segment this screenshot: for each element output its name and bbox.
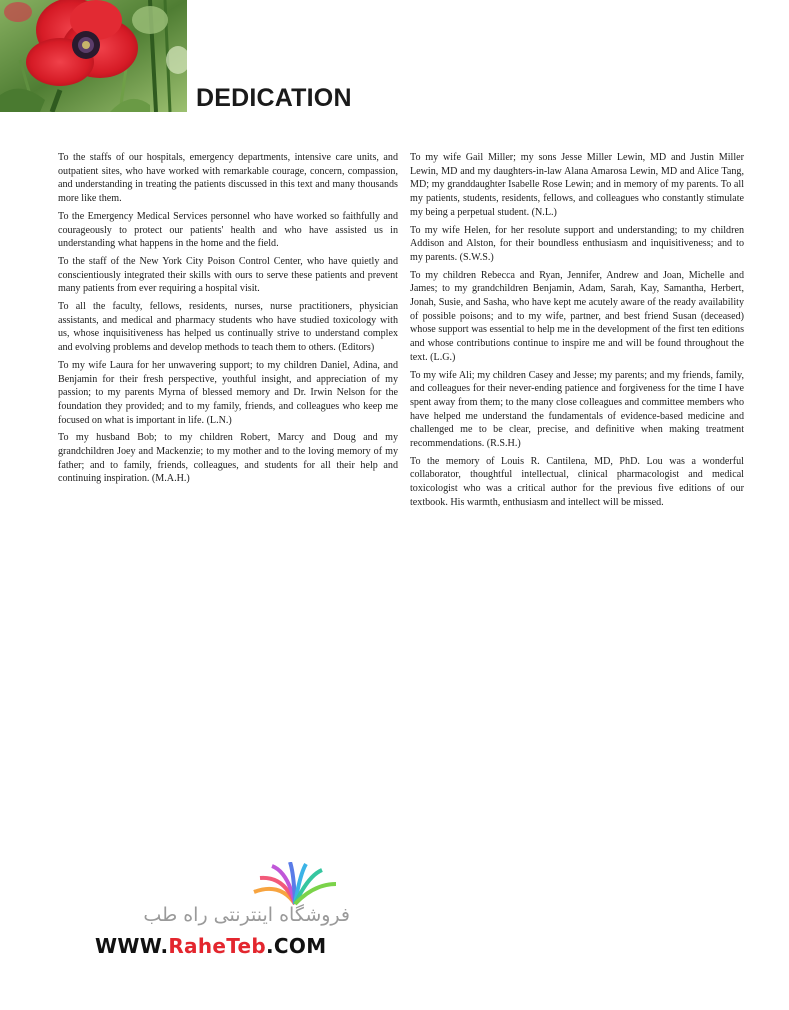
dedication-column-right bbox=[410, 151, 744, 514]
dedication-paragraph: To all the faculty, fellows, residents, nurses, nurse practitioners, physician assistants, and medical and pharmacy students who have studied toxicology with us, whose inquisitiveness has helped us continually strive to understand complex and evolving problems and develop methods to teach them to others. (Editors) bbox=[58, 301, 398, 354]
dedication-paragraph: To the staffs of our hospitals, emergency departments, intensive care units, and outpatient sites, who have worked with remarkable courage, concern, compassion, and understanding in treating the patients discussed in this text and many thousands more like them. bbox=[58, 152, 398, 205]
dedication-paragraph: To my children Rebecca and Ryan, Jennifer, Andrew and Joan, Michelle and James; to my grandchildren Benjamin, Adam, Sarah, Kay, Samantha, Herbert, Jonah, Susie, and Sasha, who have kept me acutely aware of the ready availability of possible poisons; and to my wife, partner, and best friend Susan (deceased) whose support was essential to help me in the development of the first ten editions and whose contributions continue to inspire me and will be found throughout the text. (L.G.) bbox=[410, 269, 744, 363]
red-poppy-flower-photo-icon bbox=[0, 0, 187, 112]
dedication-paragraph: To my wife Laura for her unwavering support; to my children Daniel, Adina, and Benjamin for their fresh perspective, youthful insight, and appreciation of my passion; to my parents Myrna of blessed memory and Dr. Irwin Nelson for the foundation they provided; and to my family, friends, and colleagues who keep me focused on what is important in life. (L.N.) bbox=[58, 359, 398, 426]
dedication-paragraph: To my husband Bob; to my children Robert, Marcy and Doug and my grandchildren Joey and Mackenzie; to my mother and to the loving memory of my father; and to family, friends, colleagues, and students for all their help and continuing inspiration. (M.A.H.) bbox=[58, 432, 398, 485]
url-prefix: WWW. bbox=[95, 934, 169, 958]
url-suffix: .COM bbox=[266, 934, 327, 958]
header-poppy-photo bbox=[0, 0, 187, 112]
page-title: DEDICATION bbox=[196, 84, 352, 112]
open-book-rainbow-icon bbox=[250, 862, 340, 906]
dedication-paragraph: To my wife Gail Miller; my sons Jesse Miller Lewin, MD and Justin Miller Lewin, MD and my daughters-in-law Alana Amarosa Lewin, MD and Alice Tang, MD; my granddaughter Isabelle Rose Lewin; and in memory of my parents. To all my patients, students, residents, fellows, and colleagues who constantly stimulate my being a perpetual student. (N.L.) bbox=[410, 152, 744, 218]
dedication-paragraph: To my wife Ali; my children Casey and Jesse; my parents; and my friends, family, and colleagues for their never-ending patience and forgiveness for the time I have spent away from them; to the many close colleagues and committee members who have helped me understand the fundamentals of evidence-based medicine and challenged me to be clear, precise, and definitive when making treatment recommendations. (R.S.H.) bbox=[410, 369, 744, 450]
watermark-url bbox=[95, 934, 326, 958]
dedication-paragraph: To the memory of Louis R. Cantilena, MD, PhD. Lou was a wonderful collaborator, thoughtful intellectual, clinical pharmacologist and medical toxicologist who was a critical author for the previous five editions of our textbook. His warmth, enthusiasm and intellect will be missed. bbox=[410, 455, 744, 508]
url-brand: RaheTeb bbox=[168, 934, 267, 958]
watermark-persian-text: فروشگاه اینترنتی راه طب bbox=[143, 904, 350, 926]
dedication-column-left bbox=[58, 151, 398, 490]
dedication-paragraph: To the staff of the New York City Poison Control Center, who have quietly and conscientiously integrated their skills with ours to serve these patients and prevent many patients from ever requiring a hospital visit. bbox=[58, 255, 398, 295]
dedication-paragraph: To my wife Helen, for her resolute support and understanding; to my children Addison and Alston, for their boundless enthusiasm and inquisitiveness; and to my parents. (S.W.S.) bbox=[410, 224, 744, 263]
raheteb-watermark-logo bbox=[90, 862, 350, 962]
dedication-paragraph: To the Emergency Medical Services personnel who have worked so faithfully and courageously to protect our patients' health and who have assisted us in understanding what happens in the home and the field. bbox=[58, 210, 398, 250]
